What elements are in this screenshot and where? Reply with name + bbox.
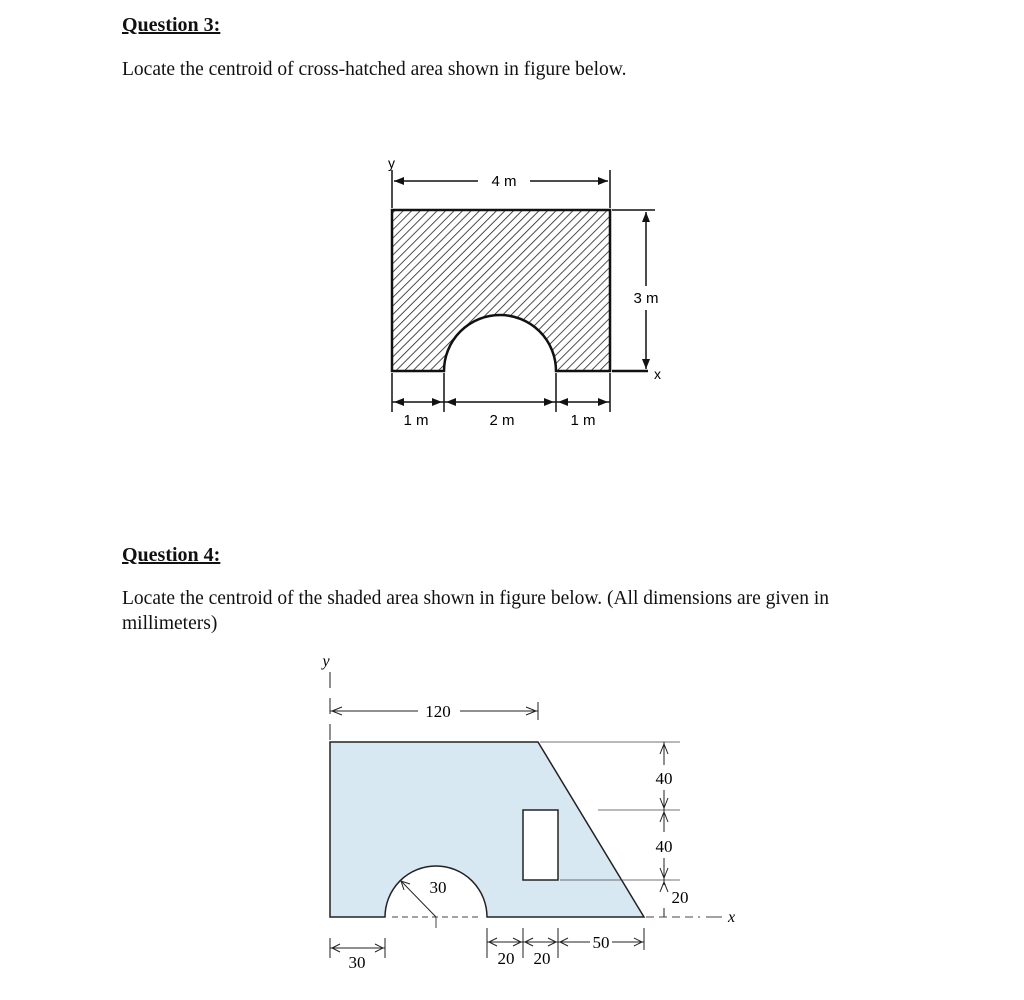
- hatched-area: [392, 210, 610, 371]
- q4-bottom-right-label: 50: [592, 933, 610, 952]
- q3-width-label: 4 m: [491, 173, 517, 190]
- question-3-text: Locate the centroid of cross-hatched area shown in figure below.: [122, 59, 627, 80]
- question-4-text: Locate the centroid of the shaded area shown in figure below. (All dimensions are given in millimeters): [122, 588, 830, 634]
- q4-x-axis-label: x: [728, 909, 736, 926]
- q4-y-axis-label: y: [322, 653, 330, 670]
- question-3-heading: Question 3:: [122, 14, 221, 36]
- shaded-area: [330, 742, 644, 917]
- q3-bottom-left-label: 1 m: [403, 412, 429, 429]
- q4-bottom-left-label: 30: [348, 953, 366, 972]
- q4-top-label: 120: [425, 702, 451, 721]
- q4-right-top-label: 40: [655, 769, 673, 788]
- q3-bottom-mid-label: 2 m: [489, 412, 515, 429]
- q4-right-mid-label: 40: [655, 837, 673, 856]
- question-4-figure: [300, 650, 760, 980]
- q3-bottom-right-label: 1 m: [570, 412, 596, 429]
- rectangular-hole: [523, 810, 558, 880]
- q4-right-bottom-label: 20: [671, 888, 689, 907]
- question-4-heading: Question 4:: [122, 544, 221, 566]
- q3-x-axis-label: x: [654, 366, 661, 382]
- question-3-figure: [370, 150, 690, 440]
- q3-height-label: 3 m: [633, 290, 659, 307]
- q3-y-axis-label: y: [388, 155, 395, 171]
- q4-bottom-b-label: 20: [533, 949, 551, 968]
- q4-radius-label: 30: [429, 878, 447, 897]
- q4-bottom-a-label: 20: [497, 949, 515, 968]
